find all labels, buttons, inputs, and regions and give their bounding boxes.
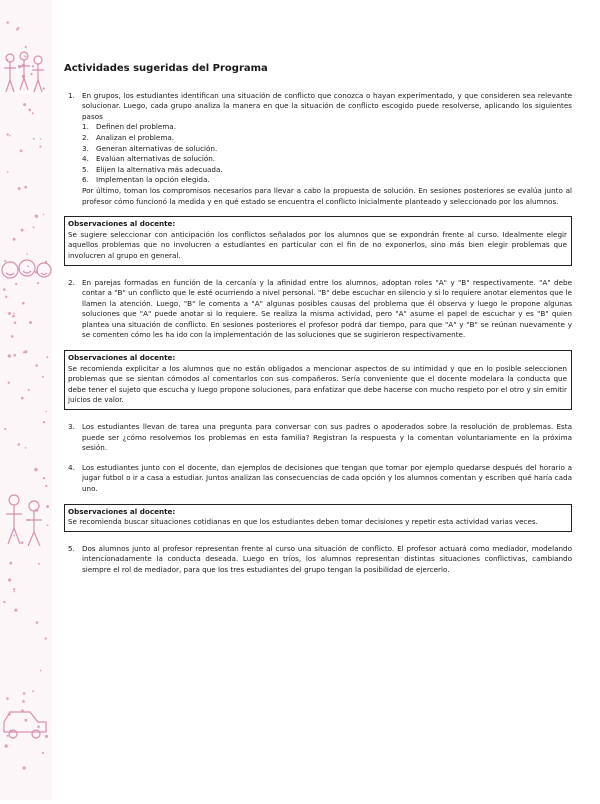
observation-text: Se sugiere seleccionar con anticipación los conflictos señalados por los alumnos que se expondrán frente al curso. Idealmente elegir aquellos problemas que no involucren a estudiantes en particular con el fin de no exponerlos, sino más bien elegir problemas que involucren al grupo en general. xyxy=(68,229,567,260)
decorative-dot xyxy=(43,421,45,423)
activity-text: Dos alumnos junto al profesor representan frente al curso una situación de conflicto. El profesor actuará como mediador, modelando intencionadamente la conducta deseada. Luego en tríos, los alumnos representan distintas situaciones conflictivas, cambiando siempre el rol de mediador, para que los tres estudiantes del grupo tengan la posibilidad de ejercerlo. xyxy=(82,543,572,574)
step-item xyxy=(82,154,572,165)
decorative-dot xyxy=(8,578,11,581)
decorative-dot xyxy=(7,171,9,173)
activity-item-3 xyxy=(64,422,572,454)
decorative-dot xyxy=(13,354,16,357)
activity-closing-text: Por último, toman los compromisos necesarios para llevar a cabo la propuesta de solución. En sesiones posteriores se evalúa junto al profesor cómo funcionó la medida y en qué estado se encuentra el conflicto inicialmente planteado y seleccionado por los alumnos. xyxy=(82,185,572,206)
decorative-dot xyxy=(3,601,5,603)
decorative-dot xyxy=(23,692,26,695)
decorative-dot xyxy=(21,397,24,400)
decorative-dot xyxy=(46,356,48,358)
decorative-dot xyxy=(45,735,48,738)
decorative-dot xyxy=(33,226,35,228)
activity-text: Los estudiantes junto con el docente, dan ejemplos de decisiones que tengan que tomar por ejemplo quedarse después del horario a jugar futbol o ir a casa a estudiar. Juntos analizan las consecuencias de cada opción y los alumnos comentan y escriben qué haría cada uno. xyxy=(82,462,572,493)
faces-icon xyxy=(2,260,51,278)
step-text: Analizan el problema. xyxy=(96,132,175,142)
decorative-dot xyxy=(13,535,15,537)
observation-text: Se recomienda explicitar a los alumnos que no están obligados a mencionar aspectos de su intimidad y que en lo posible seleccionen problemas que se sientan cómodos al comentarlos con sus compañeros. Sería conveniente que el docente modelara la conducta que debe tener el sujeto que escucha y luego propone soluciones, para enfatizar que debe hacerse con mucho respeto por el otro y sin emitir juicios de valor. xyxy=(68,363,567,405)
decorative-dot xyxy=(43,214,45,216)
decorative-dot xyxy=(23,766,26,769)
decorative-dot xyxy=(42,376,44,378)
decorative-dot xyxy=(24,186,27,189)
decorative-dots xyxy=(3,21,49,769)
margin-illustration xyxy=(0,0,52,800)
decorative-dot xyxy=(13,313,15,315)
decorative-dot xyxy=(8,312,11,315)
activity-text: En grupos, los estudiantes identifican una situación de conflicto que conozca o hayan experimentado, y que consideren sea relevante solucionar. Luego, cada grupo analiza la manera en que la situación de conflicto escogido puede resolverse, aplicando los siguientes pasos xyxy=(82,90,572,121)
decorative-dot xyxy=(27,265,29,267)
decorative-dot xyxy=(46,505,49,508)
decorative-dot xyxy=(14,322,17,325)
walking-children-icon xyxy=(6,495,42,546)
decorative-dot xyxy=(6,21,9,24)
decorative-dot xyxy=(4,428,6,430)
decorative-dot xyxy=(25,719,28,722)
decorative-dot xyxy=(37,726,40,729)
decorative-dot xyxy=(12,315,15,318)
decorative-dot xyxy=(13,588,15,590)
decorative-dot xyxy=(22,700,25,703)
teacher-observation-box xyxy=(64,504,572,532)
step-number: 2. xyxy=(82,132,89,142)
activity-number: 5. xyxy=(68,543,75,553)
page-content xyxy=(64,64,572,585)
decorative-dot xyxy=(35,215,38,218)
decorative-dot xyxy=(25,447,27,449)
decorative-dot xyxy=(25,46,27,48)
decorative-dot xyxy=(4,260,6,262)
teacher-observation-box xyxy=(64,350,572,410)
children-figures-icon xyxy=(4,52,44,92)
step-text: Definen del problema. xyxy=(96,122,176,132)
activity-body xyxy=(82,91,572,208)
decorative-dot xyxy=(8,354,11,357)
decorative-dot xyxy=(18,27,20,29)
decorative-dot xyxy=(40,670,42,672)
decorative-dot xyxy=(35,364,38,367)
activity-item-1 xyxy=(64,91,572,208)
step-number: 4. xyxy=(82,154,89,164)
observation-text: Se recomienda buscar situaciones cotidianas en que los estudiantes deben tomar decisiones y repetir esta actividad varias veces. xyxy=(68,517,538,527)
decorative-dot xyxy=(43,477,45,479)
decorative-dot xyxy=(23,103,26,106)
decorative-dot xyxy=(7,735,9,737)
step-number: 1. xyxy=(82,122,89,132)
step-text: Elijen la alternativa más adecuada. xyxy=(96,164,223,174)
decorative-dot xyxy=(42,752,44,754)
step-item xyxy=(82,144,572,155)
step-number: 3. xyxy=(82,143,89,153)
step-text: Evalúan alternativas de solución. xyxy=(96,154,216,164)
decorative-dot xyxy=(18,187,21,190)
decorative-dot xyxy=(28,109,31,112)
activity-item-5 xyxy=(64,544,572,576)
decorative-dot xyxy=(28,389,30,391)
decorative-dot xyxy=(6,697,9,700)
decorative-dot xyxy=(39,146,41,148)
decorative-dot xyxy=(42,87,44,89)
decorative-dot xyxy=(32,65,34,67)
observation-title: Observaciones al docente: xyxy=(68,506,176,516)
activity-text: En parejas formadas en función de la cercanía y la afinidad entre los alumnos, adoptan roles "A" y "B" respectivamente. "A" debe contar a "B" un conflicto que le esté ocurriendo a nivel personal. "B" debe escuchar en silencio y si lo requiere anotar elementos que le llamen la atención. Luego, "B" le comenta a "A" algunas posibles causas del problema que él observa y luego le propone algunas soluciones que "A" puede anotar si lo requiere. Se realiza la misma actividad, pero "A" asume el papel de escuchar y es "B" quien plantea una situación de conflicto. En sesiones posteriores el profesor podrá dar tiempo, para que "A" y "B" se reúnan nuevamente y se comenten cómo les ha ido con la implementación de las soluciones que se sugirieron respectivamente. xyxy=(82,277,572,340)
decorative-dot xyxy=(13,238,16,241)
step-item xyxy=(82,175,572,186)
decorative-dot xyxy=(34,468,37,471)
step-number: 5. xyxy=(82,164,89,174)
decorative-dot xyxy=(24,55,26,57)
activity-item-2 xyxy=(64,278,572,342)
decorative-dot xyxy=(21,229,24,232)
activity-number: 1. xyxy=(68,90,75,100)
decorative-dot xyxy=(44,637,46,639)
decorative-dot xyxy=(9,562,12,565)
step-item xyxy=(82,165,572,176)
decorative-dot xyxy=(23,351,25,353)
decorative-margin xyxy=(0,0,52,800)
observation-title: Observaciones al docente: xyxy=(68,353,176,363)
decorative-dot xyxy=(21,541,24,544)
decorative-dot xyxy=(40,138,42,140)
decorative-dot xyxy=(22,302,25,305)
step-text: Implementan la opción elegida. xyxy=(96,175,210,185)
decorative-dot xyxy=(11,335,14,338)
decorative-dot xyxy=(7,133,9,135)
decorative-dot xyxy=(29,321,32,324)
decorative-dot xyxy=(20,150,23,153)
page-title: Actividades sugeridas del Programa xyxy=(64,63,268,74)
step-item xyxy=(82,122,572,133)
decorative-dot xyxy=(14,591,16,593)
decorative-dot xyxy=(32,690,34,692)
decorative-dot xyxy=(32,112,34,114)
decorative-dot xyxy=(5,296,7,298)
decorative-dot xyxy=(36,621,39,624)
decorative-dot xyxy=(45,411,47,413)
decorative-dot xyxy=(3,288,6,291)
activity-number: 3. xyxy=(68,422,75,432)
decorative-dot xyxy=(37,282,39,284)
decorative-dot xyxy=(14,609,17,612)
step-item xyxy=(82,133,572,144)
activity-number: 2. xyxy=(68,277,75,287)
observation-title: Observaciones al docente: xyxy=(68,219,176,229)
decorative-dot xyxy=(47,524,49,526)
steps-list xyxy=(82,122,572,186)
decorative-dot xyxy=(30,73,32,75)
activity-item-4 xyxy=(64,463,572,495)
teacher-observation-box xyxy=(64,216,572,265)
decorative-dot xyxy=(15,283,17,285)
decorative-dot xyxy=(26,253,28,255)
step-number: 6. xyxy=(82,175,89,185)
decorative-dot xyxy=(45,485,47,487)
activity-text: Los estudiantes llevan de tarea una pregunta para conversar con sus padres o apoderados sobre la resolución de problemas. Esta puede ser ¿cómo resolvemos los problemas en esta familia? Registran la respuesta y la comentan voluntariamente en la próxima sesión. xyxy=(82,422,572,453)
decorative-dot xyxy=(8,382,10,384)
decorative-dot xyxy=(9,135,11,137)
decorative-dot xyxy=(18,443,21,446)
toy-car-icon xyxy=(4,712,46,738)
step-text: Generan alternativas de solución. xyxy=(96,143,218,153)
activity-number: 4. xyxy=(68,462,75,472)
decorative-dot xyxy=(33,138,35,140)
decorative-dot xyxy=(38,563,40,565)
decorative-dot xyxy=(5,744,8,747)
